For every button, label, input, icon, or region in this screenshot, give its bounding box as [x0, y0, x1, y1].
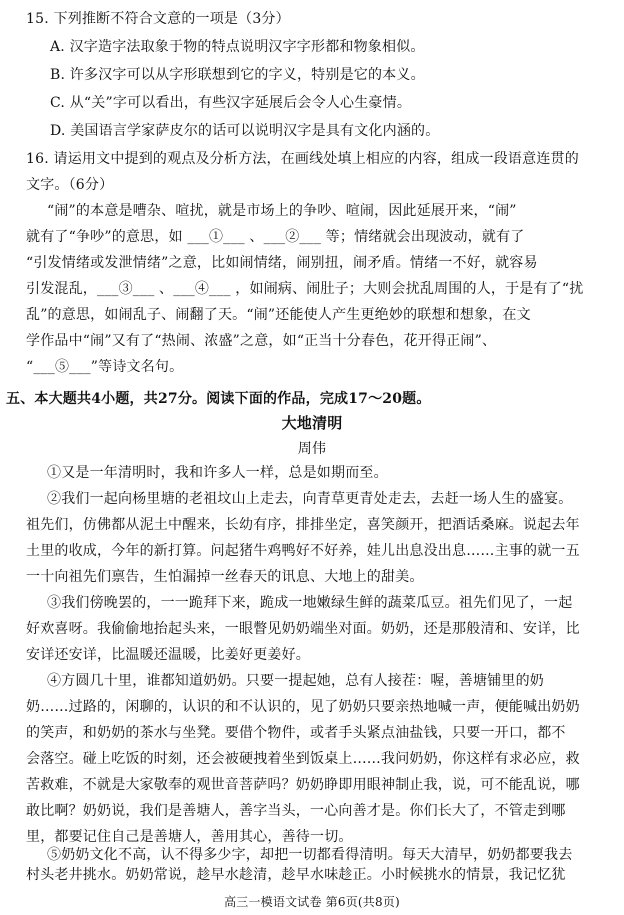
section-header: 五、本大题共4小题，共27分。阅读下面的作品，完成17～20题。: [6, 391, 431, 407]
essay-paragraph-line: ④方圆几十里，谁都知道奶奶。只要一提起她，总有人接茬：喔，善塘铺里的奶: [47, 673, 544, 689]
essay-paragraph-line: ⑤奶奶文化不高，认不得多少字，却把一切都看得清明。每天大清早，奶奶都要我去: [47, 847, 573, 863]
q16-passage-line: “___⑤___”等诗文名句。: [26, 359, 184, 375]
essay-paragraph-line: 土里的收成，今年的新打算。问起猪牛鸡鸭好不好养，娃儿出息没出息……主事的就一五: [26, 543, 580, 559]
q16-stem-line: 16. 请运用文中提到的观点及分析方法，在画线处填上相应的内容，组成一段语意连贯的: [26, 151, 579, 167]
page-footer: 高三一模语文试卷 第6页(共8页): [224, 895, 400, 909]
essay-paragraph-line: 祖先们，仿佛都从泥土中醒来，长幼有序，排排坐定，喜笑颜开，把酒话桑麻。说起去年: [26, 517, 580, 533]
essay-paragraph-line: 村头老井挑水。奶奶常说，趁早水趁清，趁早水味趁正。小时候挑水的情景，我记忆犹: [26, 867, 566, 883]
essay-paragraph-line: 一十向祖先们禀告，生怕漏掉一丝春天的讯息、大地上的甜美。: [26, 569, 424, 585]
essay-paragraph-line: 奶……过路的，闲聊的，认识的和不认识的，见了奶奶只要亲热地喊一声，便能喊出奶奶: [26, 699, 580, 715]
q15-option-a: A. 汉字造字法取象于物的特点说明汉字字形都和物象相似。: [50, 39, 425, 55]
q15-option-b: B. 许多汉字可以从字形联想到它的字义，特别是它的本义。: [50, 67, 425, 83]
q16-passage-line: 学作品中“闹”又有了“热闹、浓盛”之意，如“正当十分春色，花开得正闹”、: [26, 333, 497, 349]
q16-passage-line: “闹”的本意是嘈杂、喧扰，就是市场上的争吵、喧闹，因此延展开来，“闹”: [47, 203, 517, 219]
essay-paragraph-line: 苦救难，不就是大家敬奉的观世音菩萨吗？奶奶睁即用眼神制止我，说，可不能乱说，哪: [26, 777, 580, 793]
q15-option-c: C. 从“关”字可以看出，有些汉字延展后会令人心生豪情。: [50, 95, 412, 111]
essay-author: 周伟: [297, 441, 327, 457]
q16-passage-line: “引发情绪或发泄情绪”之意，比如闹情绪，闹别扭，闹矛盾。情绪一不好，就容易: [26, 255, 538, 271]
essay-paragraph-line: ②我们一起向杨里塘的老祖坟山上走去，向青草更青处走去，去赶一场人生的盛宴。: [47, 491, 573, 507]
essay-paragraph-line: 里，都要记住自己是善塘人，善用其心，善待一切。: [26, 829, 353, 845]
essay-paragraph-line: 会落空。碰上吃饭的时刻，还会被硬拽着坐到饭桌上……我问奶奶，你这样有求必应，救: [26, 751, 580, 767]
essay-paragraph-line: 的笑声，和奶奶的茶水与坐凳。要借个物件，或者手头紧点油盐钱，只要一开口，都不: [26, 725, 566, 741]
q15-option-d: D. 美国语言学家萨皮尔的话可以说明汉字是具有文化内涵的。: [50, 123, 440, 139]
essay-paragraph-line: 敢比啊？奶奶说，我们是善塘人，善字当头，一心向善才是。你们长大了，不管走到哪: [26, 803, 566, 819]
q16-passage-line: 乱”的意思，如闹乱子、闹翻了天。“闹”还能使人产生更绝妙的联想和想象，在文: [26, 307, 531, 323]
q16-passage-line: 引发混乱，___③___ 、___④___ ，如闹病、闹肚子；大则会扰乱周围的人，于是有了“扰: [26, 281, 584, 297]
q16-stem-line: 文字。（6分）: [26, 177, 114, 193]
essay-paragraph-line: 好欢喜呀。我偷偷地抬起头来，一眼瞥见奶奶端坐对面。奶奶，还是那般清和、安详，比: [26, 621, 580, 637]
q15-stem: 15. 下列推断不符合文意的一项是（3分）: [26, 11, 290, 27]
essay-paragraph-line: ③我们傍晚罢的，一一跪拜下来，跪成一地嫩绿生鲜的蔬菜瓜豆。祖先们见了，一起: [47, 595, 573, 611]
essay-title: 大地清明: [281, 414, 343, 432]
essay-paragraph-line: ①又是一年清明时，我和许多人一样，总是如期而至。: [47, 465, 388, 481]
essay-paragraph-line: 安详还安详，比温暖还温暖，比姜好更姜好。: [26, 647, 310, 663]
q16-passage-line: 就有了“争吵”的意思，如 ___①___ 、___②___ 等；情绪就会出现波动，就有了: [26, 229, 525, 245]
